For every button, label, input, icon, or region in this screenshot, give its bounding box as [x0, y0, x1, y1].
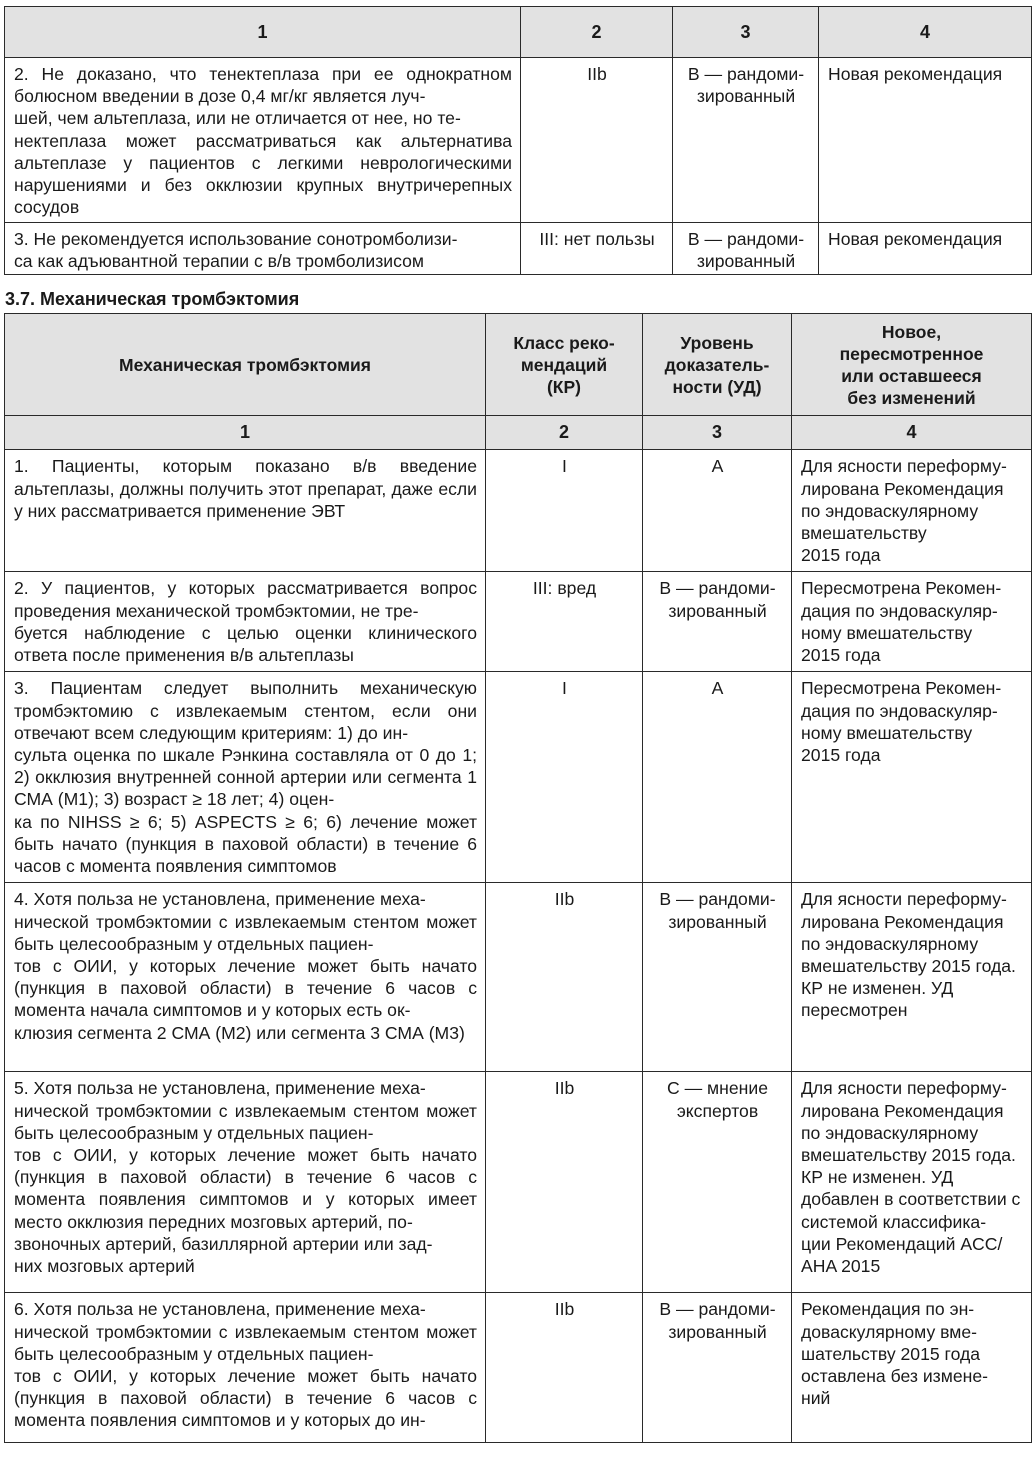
evidence-level: A	[711, 456, 724, 477]
mechanical-thrombectomy-table	[4, 313, 1032, 1443]
column-number: 3	[643, 416, 792, 450]
evidence-level: B — рандоми- зированный	[687, 229, 805, 272]
recommendation-status: Пересмотрена Рекомен- дация по эндоваскуляр- ному вмешательству 2015 года	[801, 678, 1002, 766]
column-number: 4	[819, 7, 1032, 58]
recommendation-class: IIb	[587, 64, 607, 84]
header-recommendation: Механическая тромбэктомия	[5, 314, 486, 416]
recommendation-class: IIb	[554, 889, 575, 910]
table-header-row	[5, 314, 1032, 416]
evidence-level: B — рандоми- зированный	[659, 1299, 776, 1342]
table-row	[5, 883, 1032, 1072]
column-number: 2	[486, 416, 643, 450]
column-number: 2	[521, 7, 673, 58]
table-number-row	[5, 7, 1032, 58]
page	[4, 6, 1031, 1443]
recommendation-text: 3. Пациентам следует выполнить механическую тромбэктомию с извлекаемым стентом, если они отвечают всем следующим критериям: 1) до ин- сульта оценка по шкале Рэнкина составляла от 0 до 1; 2) окклюзия внутренней сонной артерии или сегмента 1 СМА (M1); 3) возраст ≥ 18 лет; 4) оцен- ка по NIHSS ≥ 6; 5) ASPECTS ≥ 6; 6) лечение может быть начато (пункция в паховой области) в течение 6 часов с момента появления симптомов	[14, 678, 477, 877]
table-row	[5, 223, 1032, 275]
table-row	[5, 1293, 1032, 1443]
evidence-level: C — мнение экспертов	[666, 1078, 768, 1121]
recommendation-class: I	[562, 678, 567, 699]
recommendation-text: 6. Хотя польза не установлена, применение меха- нической тромбэктомии с извлекаемым стентом может быть целесообразным у отдельных пациен- тов с ОИИ, у которых лечение может быть начато (пункция в паховой области) в течение 6 часов с момента появления симптомов и у которых до ин-	[14, 1299, 477, 1431]
table-row	[5, 572, 1032, 672]
evidence-level: B — рандоми- зированный	[659, 578, 776, 621]
table-row	[5, 450, 1032, 572]
column-number: 1	[5, 7, 521, 58]
evidence-level: A	[711, 678, 724, 699]
recommendation-text: 5. Хотя польза не установлена, применение меха- нической тромбэктомии с извлекаемым стентом может быть целесообразным у отдельных пациен- тов с ОИИ, у которых лечение может быть начато (пункция в паховой области) в течение 6 часов с момента появления симптомов и у которых имеет место окклюзия передних мозговых артерий, по- звоночных артерий, базиллярной артерии или зад- них мозговых артерий	[14, 1078, 477, 1277]
recommendation-status: Для ясности переформу- лирована Рекомендация по эндоваскулярному вмешательству 2015 года. КР не изменен. УД добавлен в соответствии с системой классифика- ции Рекомендаций ACC/ AHA 2015	[801, 1078, 1021, 1277]
evidence-level: B — рандоми- зированный	[659, 889, 776, 932]
recommendation-text: 3. Не рекомендуется использование сонотромболизи- са как адъювантной терапии с в/в тромболизисом	[14, 229, 458, 272]
table-row	[5, 1072, 1032, 1293]
table-number-row	[5, 416, 1032, 450]
recommendation-class: I	[562, 456, 567, 477]
column-number: 1	[5, 416, 486, 450]
table-row	[5, 58, 1032, 223]
column-number: 4	[792, 416, 1032, 450]
recommendation-text: 1. Пациенты, которым показано в/в введение альтеплазы, должны получить этот препарат, даже если у них рассматривается применение ЭВТ	[14, 456, 477, 521]
recommendation-class: IIb	[554, 1078, 575, 1099]
recommendation-status: Рекомендация по эн- доваскулярному вме- шательству 2015 года оставлена без измене- ний	[801, 1299, 988, 1409]
recommendation-class: IIb	[554, 1299, 575, 1320]
header-status: Новое, пересмотренное или оставшееся без изменений	[792, 314, 1032, 416]
recommendation-class: III: нет пользы	[539, 229, 655, 249]
recommendation-class: III: вред	[532, 578, 597, 599]
recommendation-text: 4. Хотя польза не установлена, применение меха- нической тромбэктомии с извлекаемым стентом может быть целесообразным у отдельных пациен- тов с ОИИ, у которых лечение может быть начато (пункция в паховой области) в течение 6 часов с момента начала симптомов и у которых есть ок- клюзия сегмента 2 СМА (M2) или сегмента 3 СМА (M3)	[14, 889, 477, 1043]
recommendation-status: Новая рекомендация	[828, 229, 1003, 249]
recommendation-text: 2. У пациентов, у которых рассматривается вопрос проведения механической тромбэктомии, не тре- буется наблюдение с целью оценки клинического ответа после применения в/в альтеплазы	[14, 578, 477, 666]
section-title: 3.7. Механическая тромбэктомия	[5, 289, 300, 310]
evidence-level: B — рандоми- зированный	[687, 64, 805, 107]
recommendation-text: 2. Не доказано, что тенектеплаза при ее однократном болюсном введении в дозе 0,4 мг/кг является луч- шей, чем альтеплаза, или не отличается от нее, но те- нектеплаза может рассматриваться как альтернатива альтеплазе у пациентов с легкими неврологическими нарушениями и без окклюзии крупных внутричерепных сосудов	[14, 64, 512, 218]
recommendation-status: Пересмотрена Рекомен- дация по эндоваскуляр- ному вмешательству 2015 года	[801, 578, 1002, 666]
recommendation-status: Новая рекомендация	[828, 64, 1003, 84]
table-row	[5, 672, 1032, 883]
header-class: Класс реко- мендаций (КР)	[486, 314, 643, 416]
column-number: 3	[673, 7, 819, 58]
recommendation-status: Для ясности переформу- лирована Рекомендация по эндоваскулярному вмешательству 2015 года	[801, 456, 1007, 566]
recommendations-table-continued	[4, 6, 1032, 275]
recommendation-status: Для ясности переформу- лирована Рекомендация по эндоваскулярному вмешательству 2015 года. КР не изменен. УД пересмотрен	[801, 889, 1016, 1021]
header-level: Уровень доказатель- ности (УД)	[643, 314, 792, 416]
